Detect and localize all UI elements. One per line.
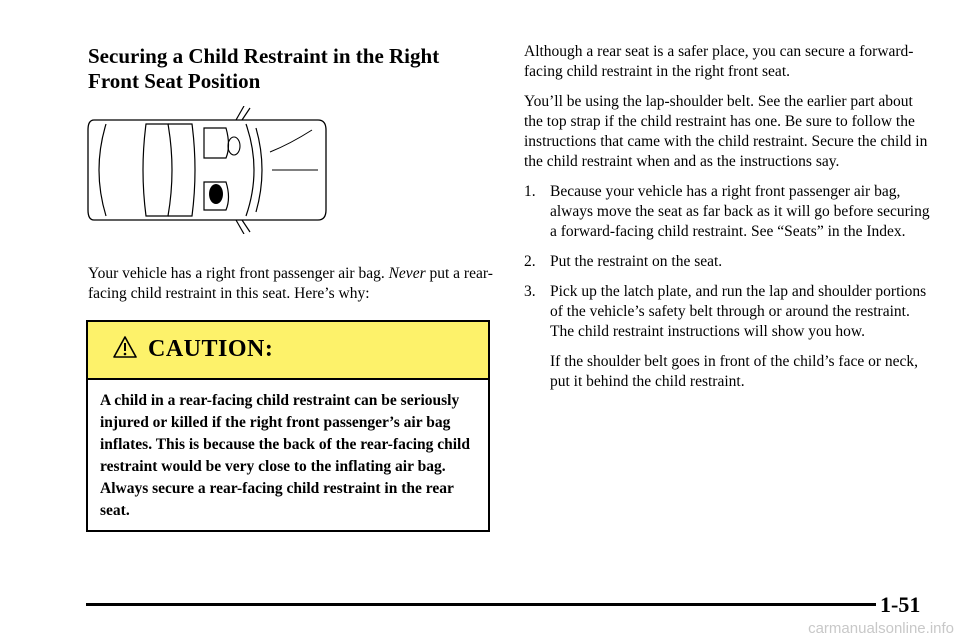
step-text: Pick up the latch plate, and run the lap and shoulder portions of the vehicle’s safety belt through or around the restraint. The child restraint instructions will show you how. [550,283,927,340]
list-item [524,252,930,272]
step-text: Put the restraint on the seat. [550,253,723,270]
intro-text-continued: put a rear-facing child restraint in this seat. Here’s why: [88,265,493,302]
paragraph: You’ll be using the lap-shoulder belt. See the earlier part about the top strap if the child restraint has one. Be sure to follow the instructions that came with the child restraint. Secure the child in the child restraint when and as the instructions say. [524,93,928,170]
car-top-view-icon [86,106,330,234]
step-note: If the shoulder belt goes in front of the child’s face or neck, put it behind the child restraint. [550,353,919,390]
caution-header [88,322,488,380]
steps-list [524,182,930,392]
list-item [524,282,930,392]
right-column [524,42,930,402]
caution-title: CAUTION: [148,336,274,362]
step-number: 2. [524,253,536,270]
page-number: 1-51 [880,592,921,617]
list-item [524,182,930,242]
step-number: 3. [524,283,536,300]
intro-paragraph [88,264,498,304]
warning-triangle-icon [112,335,138,359]
caution-box [86,320,490,532]
step-text: Because your vehicle has a right front passenger air bag, always move the seat as far back as it will go before securing a forward-facing child restraint. See “Seats” in the Index. [550,183,930,240]
intro-text: Your vehicle has a right front passenger air bag. [88,265,389,282]
step-number: 1. [524,183,536,200]
watermark: carmanualsonline.info [808,620,954,637]
caution-text: A child in a rear-facing child restraint can be seriously injured or killed if the right front passenger’s air bag inflates. This is because the back of the rear-facing child restraint would be very close to the inflating air bag. Always secure a rear-facing child restraint in the rear seat. [100,392,470,519]
footer-rule [86,603,876,606]
intro-emphasis: Never [388,265,426,282]
paragraph: Although a rear seat is a safer place, you can secure a forward-facing child restraint in the right front seat. [524,43,914,80]
section-heading: Securing a Child Restraint in the Right Front Seat Position [88,44,440,93]
